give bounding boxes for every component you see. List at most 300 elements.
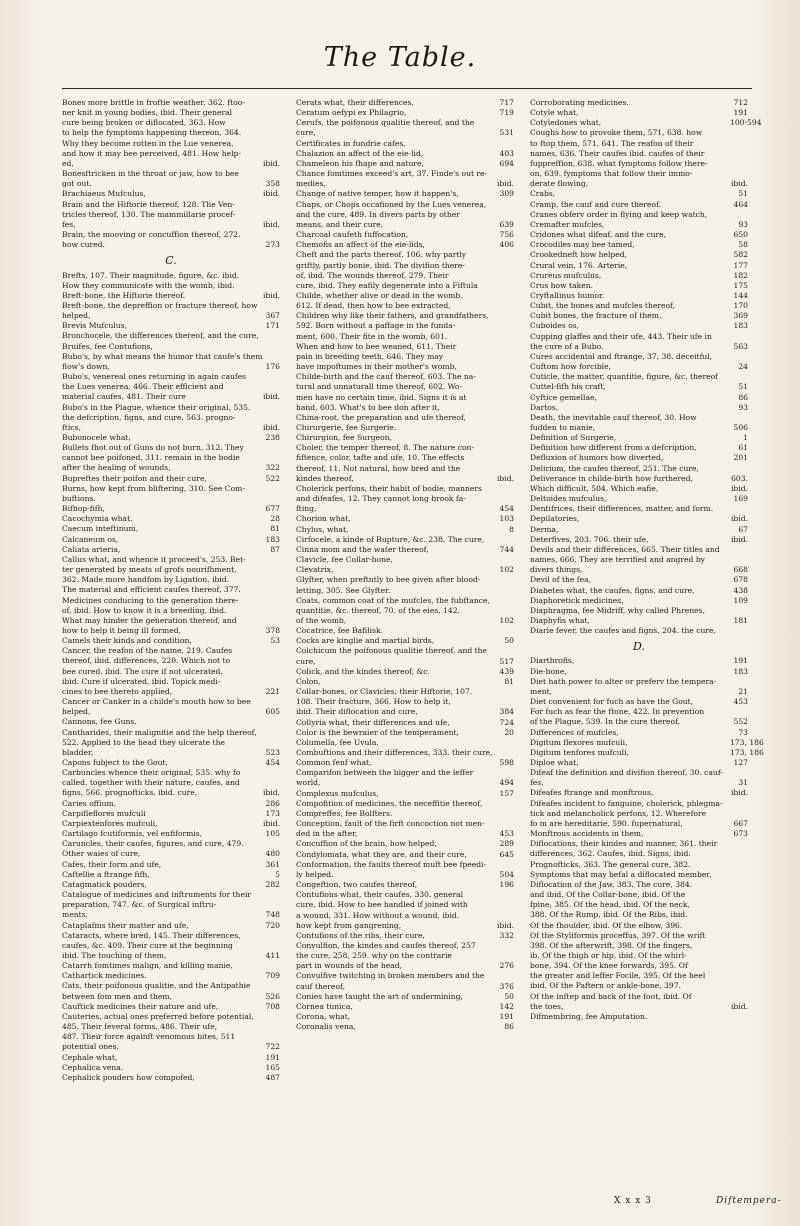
index-entry xyxy=(296,362,514,372)
entry-text: Diflocations, their kindes and manner, 361. their xyxy=(530,839,718,849)
entry-text: Of the fhoulder, ibid. Of the elbow, 396. xyxy=(530,920,683,930)
entry-text: letting, 305. See Glyfter. xyxy=(296,585,391,595)
entry-text: fiftence, color, tafte and ufe, 10. The effects xyxy=(296,453,465,463)
index-entry xyxy=(62,301,280,311)
entry-text: Bifhop-fifh, xyxy=(62,504,105,514)
index-entry xyxy=(530,139,748,149)
index-entry xyxy=(62,1022,280,1032)
index-entry xyxy=(62,382,280,392)
entry-page-ref: ibid. xyxy=(263,788,280,798)
entry-text: Diflocation of the Jaw, 383. The cure, 384. xyxy=(530,879,693,889)
entry-page-ref: ibid. xyxy=(731,483,748,493)
entry-text: tick and melancholick perfons, 12. Wherefore xyxy=(530,808,707,818)
index-entry xyxy=(296,352,514,362)
index-entry xyxy=(530,433,748,443)
index-entry xyxy=(530,890,748,900)
index-entry xyxy=(530,261,748,271)
index-entry xyxy=(296,332,514,342)
index-entry xyxy=(296,240,514,250)
entry-page-ref: ibid. xyxy=(497,179,514,189)
entry-page-ref: 523 xyxy=(265,747,280,757)
entry-text: griftly, partly bonie, ibid. The divifion there- xyxy=(296,260,465,270)
index-entry xyxy=(296,443,514,453)
index-entry xyxy=(296,464,514,474)
index-entry xyxy=(62,778,280,788)
index-entry xyxy=(530,321,748,331)
index-entry xyxy=(62,443,280,453)
entry-page-ref: 67 xyxy=(738,524,748,534)
entry-text: Caliata arteria, xyxy=(62,544,121,554)
index-entry xyxy=(296,504,514,514)
index-entry xyxy=(62,159,280,169)
entry-text: Contufions of the ribs, their cure, xyxy=(296,930,425,940)
index-entry xyxy=(296,789,514,799)
entry-text: figns, 566. prognofticks, ibid. cure, xyxy=(62,788,198,798)
index-entry xyxy=(296,596,514,606)
entry-page-ref: ibid. xyxy=(263,290,280,300)
entry-page-ref: 21 xyxy=(738,686,748,696)
index-entry xyxy=(62,606,280,616)
entry-text: Common fenf what, xyxy=(296,758,372,768)
entry-text: Cuttel-fifh his craft, xyxy=(530,382,606,392)
entry-text: Catagmatick pouders, xyxy=(62,879,147,889)
index-entry xyxy=(62,829,280,839)
entry-text: Congeftion, two caufes thereof, xyxy=(296,880,418,890)
entry-text: ib. Of the thigh or hip, ibid. Of the whirl- xyxy=(530,950,687,960)
entry-text: cure, ibid. They eafily degenerate into a Fiftula xyxy=(296,280,478,290)
entry-text: cure being broken or diflocated, 363. How xyxy=(62,118,226,128)
entry-page-ref: 191 xyxy=(265,1052,280,1062)
entry-text: Brain, the mooving or concuffion thereof, 272. xyxy=(62,230,241,240)
entry-text: Catalogue of medicines and inftruments for their xyxy=(62,890,251,900)
entry-text: Contufions what, their caufes, 330. general xyxy=(296,890,464,900)
entry-page-ref: 667 xyxy=(733,818,748,828)
entry-text: Diet hath power to alter or preferv the tempera- xyxy=(530,676,717,686)
index-entry xyxy=(62,1042,280,1052)
entry-page-ref: 173, 186 xyxy=(730,737,764,747)
index-entry xyxy=(296,261,514,271)
entry-page-ref: 5 xyxy=(275,869,280,879)
index-entry xyxy=(62,951,280,961)
index-entry xyxy=(530,271,748,281)
entry-text: Chemofis an affect of the eie-lids, xyxy=(296,240,425,250)
entry-text: Definition of Surgerie, xyxy=(530,433,617,443)
entry-page-ref: ibid. xyxy=(263,422,280,432)
entry-text: bone, 394. Of the knee forwards, 395. Of xyxy=(530,961,688,971)
index-entry xyxy=(530,281,748,291)
index-entry xyxy=(530,382,748,392)
entry-page-ref: 169 xyxy=(733,494,748,504)
entry-text: Diet convenient for fuch as have the Gout, xyxy=(530,697,694,707)
entry-page-ref: 708 xyxy=(265,1001,280,1011)
entry-page-ref: 411 xyxy=(265,950,280,960)
index-entry xyxy=(62,900,280,910)
index-entry xyxy=(530,656,748,666)
entry-text: Color is the bewraier of the temperament, xyxy=(296,727,459,737)
index-entry xyxy=(530,1002,748,1012)
entry-page-ref: 51 xyxy=(738,189,748,199)
entry-page-ref: 322 xyxy=(265,463,280,473)
index-entry xyxy=(62,656,280,666)
entry-text: fpine, 385. Of the head, ibid. Of the neck, xyxy=(530,900,690,910)
entry-text: ter generated by meats of grofs nourifhment, xyxy=(62,565,237,575)
entry-text: the Lues venerea, 466. Their efficient and xyxy=(62,382,224,392)
entry-text: ment, 600. Their fite in the womb, 601. xyxy=(296,331,448,341)
entry-text: ibid. The touching of them, xyxy=(62,950,167,960)
entry-page-ref: 531 xyxy=(499,128,514,138)
entry-text: What may hinder the generation thereof, and xyxy=(62,615,237,625)
entry-text: thereof, 11. Not natural, how bred and the xyxy=(296,463,461,473)
entry-text: Chylus, what, xyxy=(296,524,349,534)
index-entry xyxy=(62,423,280,433)
entry-text: Coats, common coat of the mufcles, the fubftance, xyxy=(296,595,490,605)
entry-text: Clavicle, fee Collar-bone, xyxy=(296,555,393,565)
index-entry xyxy=(296,586,514,596)
index-entry xyxy=(296,921,514,931)
entry-text: Devil of the fea, xyxy=(530,575,592,585)
index-entry xyxy=(62,230,280,240)
index-entry xyxy=(296,839,514,849)
entry-text: Bronchocele, the differences thereof, and the cure, xyxy=(62,331,259,341)
entry-text: For fuch as fear the ftone, 422. In prevention xyxy=(530,707,705,717)
entry-text: Cheft and the parts thereof, 106. why partly xyxy=(296,250,467,260)
entry-page-ref: 177 xyxy=(733,260,748,270)
index-entry xyxy=(62,271,280,281)
entry-text: Bubo's in the Plague, whence their original, 535. xyxy=(62,402,251,412)
index-entry xyxy=(62,545,280,555)
index-entry xyxy=(62,433,280,443)
entry-page-ref: 403 xyxy=(499,148,514,158)
entry-page-ref: 406 xyxy=(499,240,514,250)
entry-page-ref: 171 xyxy=(265,321,280,331)
entry-text: men have no certain time, ibid. Signs it is at xyxy=(296,392,467,402)
index-entry xyxy=(296,860,514,870)
entry-page-ref: 487 xyxy=(265,1072,280,1082)
entry-page-ref: 181 xyxy=(733,615,748,625)
index-entry xyxy=(62,849,280,859)
index-entry xyxy=(530,747,764,758)
entry-text: between fom men and them, xyxy=(62,991,172,1001)
entry-text: Columella, fee Uvula, xyxy=(296,737,379,747)
entry-text: Cataracts, where bred, 145. Their differences, xyxy=(62,930,241,940)
entry-page-ref: 176 xyxy=(265,361,280,371)
entry-text: Choler, the temper thereof, 8. The nature con- xyxy=(296,443,475,453)
entry-text: Combuftions and their differences, 333. their cure, xyxy=(296,748,493,757)
index-entry xyxy=(296,850,514,860)
index-entry xyxy=(62,870,280,880)
entry-page-ref: 720 xyxy=(265,920,280,930)
entry-text: tricles thereof, 130. The mammillarie procef- xyxy=(62,209,236,219)
entry-text: Chaps, or Chops occafioned by the Lues venerea, xyxy=(296,199,487,209)
index-entry xyxy=(530,941,748,951)
index-entry xyxy=(530,687,748,697)
entry-page-ref: 494 xyxy=(499,778,514,788)
entry-text: Change of native temper, how it happen's, xyxy=(296,189,459,199)
entry-text: Compofition of medicines, the neceffitie thereof, xyxy=(296,798,483,808)
entry-page-ref: 673 xyxy=(733,829,748,839)
entry-text: to ftop them, 571, 641. The reafon of their xyxy=(530,138,694,148)
index-entry xyxy=(530,707,748,717)
entry-text: Cubit bones, the fracture of them, xyxy=(530,311,662,321)
index-entry xyxy=(62,748,280,758)
index-entry xyxy=(62,738,280,748)
entry-page-ref: 86 xyxy=(738,392,748,402)
entry-text: buftions. xyxy=(62,493,96,503)
entry-text: Chorion what, xyxy=(296,514,351,524)
entry-text: Difmembring, fee Amputation. xyxy=(530,1011,648,1021)
index-entry xyxy=(530,677,748,687)
index-entry xyxy=(530,514,748,524)
entry-text: Crookedneft how helped, xyxy=(530,250,628,260)
index-entry xyxy=(62,200,280,210)
index-entry xyxy=(530,880,748,890)
index-entry xyxy=(62,98,280,108)
entry-text: fo m are hereditarie, 590. fupernatural, xyxy=(530,818,683,828)
entry-page-ref: 53 xyxy=(270,636,280,646)
header-rule xyxy=(62,88,752,89)
entry-page-ref: 453 xyxy=(733,697,748,707)
index-entry xyxy=(530,799,748,809)
entry-text: Condylomata, what they are, and their cure, xyxy=(296,849,467,859)
index-entry xyxy=(296,667,514,677)
index-entry xyxy=(62,819,280,829)
entry-page-ref: 61 xyxy=(738,443,748,453)
entry-text: how to help it being ill formed, xyxy=(62,625,182,635)
entry-text: Colick, and the kindes thereof, &c. xyxy=(296,666,430,676)
index-entry xyxy=(530,484,748,494)
index-entry xyxy=(530,189,748,199)
index-entry xyxy=(296,971,514,981)
entry-text: Cridones what difeaf, and the cure, xyxy=(530,230,667,240)
entry-page-ref: 712 xyxy=(733,98,748,107)
entry-page-ref: ibid. xyxy=(497,920,514,930)
index-entry xyxy=(296,433,514,443)
index-entry xyxy=(296,535,514,545)
entry-page-ref: ibid. xyxy=(731,179,748,189)
index-entry xyxy=(530,931,748,941)
index-entry xyxy=(296,728,514,738)
index-entry xyxy=(530,230,748,240)
entry-text: how kept from gangrening, xyxy=(296,920,402,930)
index-entry xyxy=(62,240,280,250)
index-entry xyxy=(62,494,280,504)
index-entry xyxy=(296,758,514,768)
entry-text: Cathartick medicines. xyxy=(62,971,147,981)
entry-text: Cryftallinus humor. xyxy=(530,290,605,300)
entry-page-ref: 309 xyxy=(499,189,514,199)
entry-text: cure, xyxy=(296,656,316,666)
entry-text: Capons fubject to the Gout, xyxy=(62,758,168,767)
entry-text: names, 636. Their caufes ibid. caufes of their xyxy=(530,148,705,158)
entry-text: ment, xyxy=(530,686,553,696)
index-entry xyxy=(530,728,748,738)
index-entry xyxy=(62,179,280,189)
entry-page-ref: 276 xyxy=(499,961,514,971)
index-entry xyxy=(296,819,514,829)
index-entry xyxy=(296,210,514,220)
index-entry xyxy=(62,667,280,677)
entry-text: Convulfion, the kindes and caufes thereof, 257 xyxy=(296,940,476,950)
entry-text: Complexus mufculus, xyxy=(296,788,379,798)
entry-page-ref: ibid. xyxy=(263,189,280,199)
entry-text: Cocatrice, fee Bafilisk. xyxy=(296,626,384,636)
entry-page-ref: 8 xyxy=(509,524,514,534)
entry-text: called, together with their nature, caufes, and xyxy=(62,778,240,788)
entry-page-ref: 105 xyxy=(265,829,280,839)
entry-text: Why they become rotten in the Lue venerea, xyxy=(62,138,234,148)
entry-text: Crureus mufculus, xyxy=(530,270,602,280)
entry-text: Convulfive twitching in broken members and the xyxy=(296,971,485,981)
entry-text: Digitum flexores mufculi, xyxy=(530,737,628,747)
entry-text: Cirfocele, a kinde of Rupture, &c. 238. The cure, xyxy=(296,534,485,544)
entry-text: Cotyledones what, xyxy=(530,118,602,128)
entry-page-ref: ibid. xyxy=(731,534,748,544)
entry-page-ref: 376 xyxy=(499,981,514,991)
index-entry xyxy=(296,870,514,880)
entry-text: Cures accidental and ftrange, 37, 38. deceitful, xyxy=(530,351,713,361)
entry-page-ref: 748 xyxy=(265,910,280,920)
entry-text: and how it may bee perceived, 481. How help- xyxy=(62,148,241,158)
index-entry xyxy=(530,910,748,920)
index-entry xyxy=(62,890,280,900)
entry-text: world, xyxy=(296,778,321,788)
entry-page-ref: 582 xyxy=(733,250,748,260)
entry-text: Childe, whether alive or dead in the womb, xyxy=(296,290,463,300)
entry-page-ref: 677 xyxy=(265,504,280,514)
entry-text: Carpifleflores mufculi xyxy=(62,808,146,818)
entry-page-ref: 668 xyxy=(733,565,748,575)
entry-text: Crocodiles may bee tamed, xyxy=(530,240,635,250)
index-entry xyxy=(296,423,514,433)
index-entry xyxy=(296,281,514,291)
index-entry xyxy=(296,951,514,961)
entry-text: potential ones, xyxy=(62,1042,119,1052)
index-entry xyxy=(530,860,748,870)
index-entry xyxy=(530,342,748,352)
entry-page-ref: 719 xyxy=(499,108,514,118)
entry-text: ments, xyxy=(62,910,88,920)
entry-text: Chance fomtimes exceed's art, 37. Finde's out re- xyxy=(296,169,488,179)
index-entry xyxy=(530,545,748,555)
entry-text: helped, xyxy=(62,707,91,717)
index-entry xyxy=(530,839,748,849)
entry-page-ref: 724 xyxy=(499,717,514,727)
entry-page-ref: 605 xyxy=(265,707,280,717)
entry-page-ref: 103 xyxy=(499,514,514,524)
index-entry xyxy=(296,829,514,839)
index-entry xyxy=(62,616,280,626)
entry-page-ref: 50 xyxy=(504,636,514,646)
entry-text: pain in breeding teeth, 646. They may xyxy=(296,351,444,361)
index-entry xyxy=(530,291,748,301)
entry-text: fuppreffion, 638. what fymptoms follow there- xyxy=(530,158,708,168)
entry-page-ref: 367 xyxy=(265,311,280,321)
entry-page-ref: 173 xyxy=(265,808,280,818)
page-title: The Table. xyxy=(323,42,477,73)
entry-page-ref: 144 xyxy=(733,290,748,300)
index-entry xyxy=(62,971,280,981)
index-entry xyxy=(296,403,514,413)
entry-text: Caftellie a ftrange fifh, xyxy=(62,869,150,879)
entry-page-ref: 165 xyxy=(265,1062,280,1072)
index-entry xyxy=(530,210,748,220)
entry-text: Conformation, the faults thereof muft bee fpeedi- xyxy=(296,859,487,869)
entry-text: the cure of a Bubo. xyxy=(530,341,604,351)
entry-text: Diploe what, xyxy=(530,758,579,767)
index-entry xyxy=(296,707,514,717)
index-entry xyxy=(530,149,748,159)
index-entry xyxy=(530,474,748,484)
index-entry xyxy=(530,778,748,788)
index-entry xyxy=(296,880,514,890)
entry-page-ref: 526 xyxy=(265,991,280,1001)
entry-text: Diaphoretick medicines, xyxy=(530,595,624,605)
entry-page-ref: 480 xyxy=(265,849,280,859)
index-entry xyxy=(296,159,514,169)
entry-text: Conception, fault of the firft concoction not men- xyxy=(296,819,485,829)
index-entry xyxy=(296,200,514,210)
entry-text: Cornea tunica, xyxy=(296,1001,353,1011)
entry-text: Of the inftep and back of the foot, ibid. Of xyxy=(530,991,692,1001)
index-entry xyxy=(530,301,748,311)
entry-text: Differences of mufcles, xyxy=(530,727,619,737)
index-entry xyxy=(530,372,748,382)
index-entry xyxy=(62,728,280,738)
index-entry xyxy=(530,809,748,819)
index-entry xyxy=(62,291,280,301)
entry-text: after the healing of wounds, xyxy=(62,463,171,473)
index-entry xyxy=(62,149,280,159)
entry-text: Cantharides, their malignitie and the help thereof, xyxy=(62,727,257,737)
entry-page-ref: 173, 186 xyxy=(730,747,764,757)
index-entry xyxy=(530,575,748,585)
index-entry xyxy=(530,788,748,798)
index-entry xyxy=(62,311,280,321)
index-entry xyxy=(530,992,748,1002)
entry-text: ibid. Of the Paftern or ankle-bone, 397. xyxy=(530,981,681,991)
entry-page-ref: ibid. xyxy=(731,514,748,524)
entry-text: 485. Their feveral forms, 486. Their ufe, xyxy=(62,1022,218,1032)
index-entry xyxy=(530,606,748,616)
entry-text: Death, the inevitable cauf thereof, 30. How xyxy=(530,412,697,422)
entry-page-ref: 563 xyxy=(733,341,748,351)
entry-text: Brachiaeus Mufculus, xyxy=(62,189,146,199)
index-entry xyxy=(296,525,514,535)
index-entry xyxy=(530,494,748,504)
index-entry xyxy=(296,931,514,941)
entry-text: Cataplafms their matter and ufe, xyxy=(62,920,189,930)
index-entry xyxy=(530,240,748,250)
index-entry xyxy=(530,717,748,727)
entry-page-ref: 58 xyxy=(738,240,748,250)
index-entry xyxy=(296,98,514,108)
index-entry xyxy=(62,921,280,931)
entry-text: divers things, xyxy=(530,565,583,575)
index-entry xyxy=(62,687,280,697)
entry-text: Cancer, the reafon of the name, 219. Caufes xyxy=(62,646,233,656)
entry-page-ref: 175 xyxy=(733,280,748,290)
entry-page-ref: 24 xyxy=(738,362,748,372)
entry-text: Cubit, the bones and mufcles thereof, xyxy=(530,301,676,311)
index-entry xyxy=(530,961,748,971)
entry-page-ref: 182 xyxy=(733,270,748,280)
entry-text: Corona, what, xyxy=(296,1012,351,1022)
entry-text: tural and unnaturall time thereof, 602. Wo- xyxy=(296,382,463,392)
index-entry xyxy=(296,1002,514,1012)
index-entry xyxy=(530,667,748,677)
entry-text: 522. Applied to the head they ulcerate the xyxy=(62,737,225,747)
entry-text: ftics, xyxy=(62,422,81,432)
